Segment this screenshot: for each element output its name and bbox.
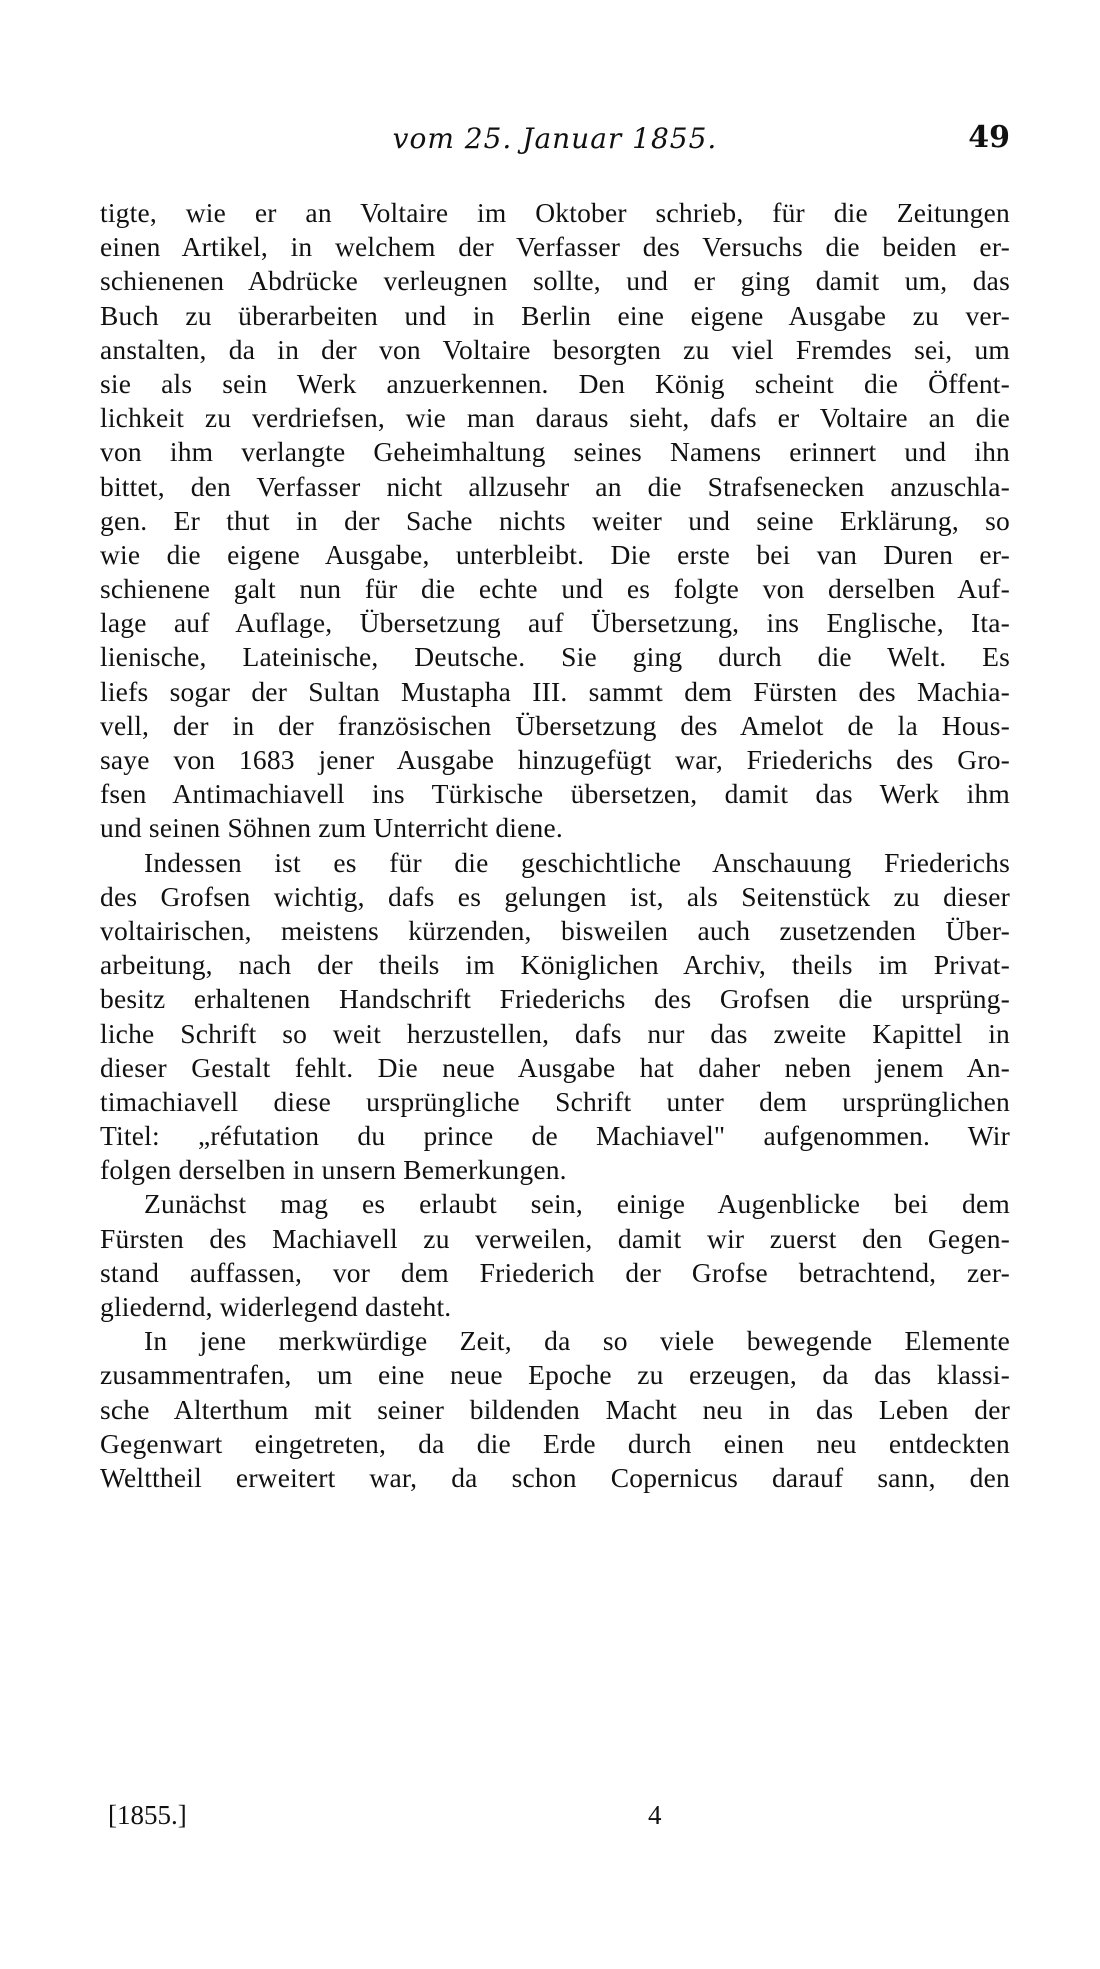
text-line-content: folgen derselben in unsern Bemerkungen. — [100, 1154, 567, 1186]
text-line — [100, 504, 1010, 538]
text-line — [100, 1393, 1010, 1427]
page-number: 49 — [968, 120, 1010, 155]
text-line — [100, 196, 1010, 230]
text-line — [100, 1324, 1010, 1358]
text-line-content: lage auf Auflage, Übersetzung auf Übersetzung, ins Englische, Ita- — [100, 607, 1010, 639]
text-line-content: arbeitung, nach der theils im Königlichen Archiv, theils im Privat- — [100, 949, 1010, 981]
text-line — [100, 572, 1010, 606]
text-line — [100, 1222, 1010, 1256]
text-line — [100, 401, 1010, 435]
running-title: vom 25. Januar 1855. — [392, 122, 718, 155]
text-line — [100, 675, 1010, 709]
text-line-content: besitz erhaltenen Handschrift Friederichs des Grofsen die ursprüng- — [100, 983, 1010, 1015]
text-line-content: saye von 1683 jener Ausgabe hinzugefügt war, Friederichs des Gro- — [100, 744, 1010, 775]
text-line — [100, 1051, 1010, 1085]
text-line — [100, 846, 1010, 880]
text-line — [100, 709, 1010, 743]
signature-mark: [1855.] — [108, 1800, 187, 1830]
text-line-content: lienische, Lateinische, Deutsche. Sie ging durch die Welt. Es — [100, 641, 1010, 673]
text-line — [100, 1256, 1010, 1290]
paragraph — [100, 196, 1010, 846]
paragraph — [100, 1324, 1010, 1495]
text-line — [100, 948, 1010, 982]
text-line-content: gliedernd, widerlegend dasteht. — [100, 1291, 452, 1322]
text-line-content: schienene galt nun für die echte und es folgte von derselben Auf- — [100, 573, 1010, 605]
text-line-content: Zunächst mag es erlaubt sein, einige Augenblicke bei dem — [144, 1188, 1010, 1220]
text-line — [100, 367, 1010, 401]
text-line — [100, 299, 1010, 333]
text-line — [100, 777, 1010, 811]
text-line — [100, 914, 1010, 948]
text-line-content: lichkeit zu verdriefsen, wie man daraus sieht, dafs er Voltaire an die — [100, 402, 1010, 434]
text-line-content: Buch zu überarbeiten und in Berlin eine eigene Ausgabe zu ver- — [100, 299, 1010, 331]
text-line-content: wie die eigene Ausgabe, unterbleibt. Die erste bei van Duren er- — [100, 538, 1010, 570]
text-line-content: Titel: „réfutation du prince de Machiavel" aufgenommen. Wir — [100, 1120, 1010, 1152]
text-line — [100, 1358, 1010, 1392]
text-line-content: liefs sogar der Sultan Mustapha III. sammt dem Fürsten des Machia- — [100, 675, 1010, 707]
text-line-content: Indessen ist es für die geschichtliche Anschauung Friederichs — [144, 846, 1010, 878]
text-line-content: liche Schrift so weit herzustellen, dafs nur das zweite Kapittel in — [100, 1017, 1010, 1049]
text-line — [100, 1427, 1010, 1461]
text-line-content: voltairischen, meistens kürzenden, bisweilen auch zusetzenden Über- — [100, 914, 1010, 946]
text-line-content: tigte, wie er an Voltaire im Oktober schrieb, für die Zeitungen — [100, 197, 1010, 228]
paragraph — [100, 846, 1010, 1188]
text-line-content: anstalten, da in der von Voltaire besorgten zu viel Fremdes sei, um — [100, 333, 1010, 365]
text-line-content: fsen Antimachiavell ins Türkische übersetzen, damit das Werk ihm — [100, 778, 1010, 810]
text-line-content: Welttheil erweitert war, da schon Copernicus darauf sann, den — [100, 1461, 1010, 1493]
text-line-content: vell, der in der französischen Übersetzung des Amelot de la Hous- — [100, 709, 1010, 741]
text-line — [100, 982, 1010, 1016]
text-line-content: einen Artikel, in welchem der Verfasser des Versuchs die beiden er- — [100, 231, 1010, 263]
page-footer — [100, 1800, 1010, 1840]
text-line-content: sche Alterthum mit seiner bildenden Macht neu in das Leben der — [100, 1393, 1010, 1425]
text-line-content: timachiavell diese ursprüngliche Schrift unter dem ursprünglichen — [100, 1085, 1010, 1117]
text-line-content: gen. Er thut in der Sache nichts weiter und seine Erklärung, so — [100, 504, 1010, 536]
text-line-content: Fürsten des Machiavell zu verweilen, damit wir zuerst den Gegen- — [100, 1222, 1010, 1254]
paragraph — [100, 1187, 1010, 1324]
text-line-content: zusammentrafen, um eine neue Epoche zu erzeugen, da das klassi- — [100, 1359, 1010, 1391]
text-line — [100, 1187, 1010, 1221]
text-line — [100, 333, 1010, 367]
text-line — [100, 230, 1010, 264]
text-line-content: Gegenwart eingetreten, da die Erde durch einen neu entdeckten — [100, 1427, 1010, 1459]
text-line-content: schienenen Abdrücke verleugnen sollte, und er ging damit um, das — [100, 265, 1010, 297]
text-line — [100, 264, 1010, 298]
text-line — [100, 743, 1010, 777]
text-line-content: bittet, den Verfasser nicht allzusehr an die Strafsenecken anzuschla- — [100, 470, 1010, 502]
text-line-content: von ihm verlangte Geheimhaltung seines Namens erinnert und ihn — [100, 436, 1010, 468]
text-line — [100, 1153, 1010, 1187]
text-line-content: In jene merkwürdige Zeit, da so viele bewegende Elemente — [144, 1325, 1010, 1357]
text-line-content: dieser Gestalt fehlt. Die neue Ausgabe hat daher neben jenem An- — [100, 1051, 1010, 1083]
text-line — [100, 811, 1010, 845]
running-head — [100, 118, 1010, 162]
text-line-content: stand auffassen, vor dem Friederich der Grofse betrachtend, zer- — [100, 1256, 1010, 1288]
text-line — [100, 435, 1010, 469]
text-line — [100, 470, 1010, 504]
text-line — [100, 1085, 1010, 1119]
text-line — [100, 640, 1010, 674]
text-line — [100, 538, 1010, 572]
text-line — [100, 1119, 1010, 1153]
text-line-content: des Grofsen wichtig, dafs es gelungen ist, als Seitenstück zu dieser — [100, 880, 1010, 912]
text-line — [100, 1461, 1010, 1495]
text-line — [100, 1017, 1010, 1051]
text-line-content: und seinen Söhnen zum Unterricht diene. — [100, 812, 563, 844]
gathering-number: 4 — [648, 1800, 662, 1830]
text-line — [100, 880, 1010, 914]
body-text — [100, 196, 1010, 1495]
text-line-content: sie als sein Werk anzuerkennen. Den König scheint die Öffent- — [100, 367, 1010, 399]
text-line — [100, 1290, 1010, 1324]
text-line — [100, 606, 1010, 640]
